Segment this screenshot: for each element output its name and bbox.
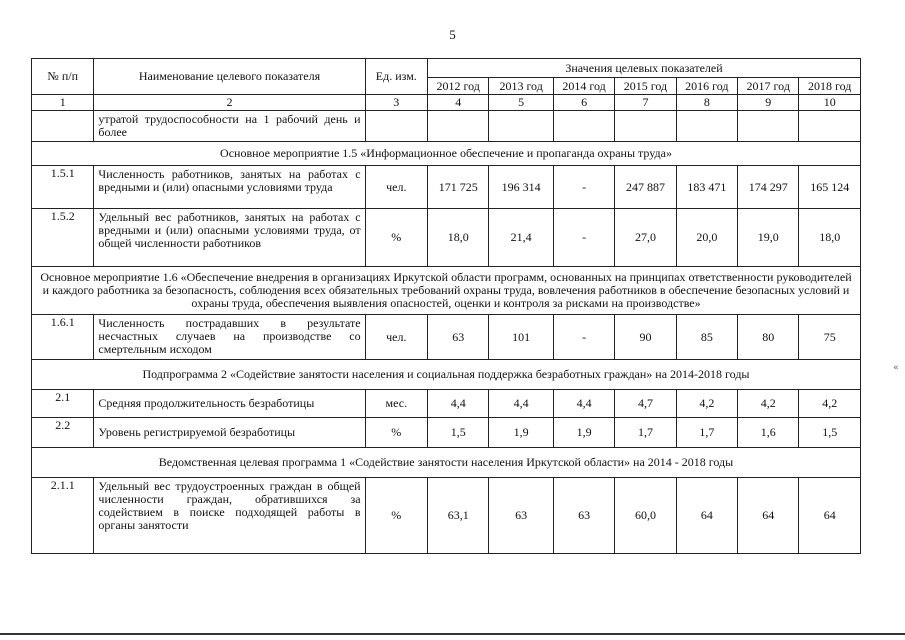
value-cell: 1,7 <box>615 418 676 448</box>
column-index-row <box>32 95 861 111</box>
value-cell: 75 <box>799 315 861 360</box>
value-cell: 165 124 <box>799 166 861 209</box>
value-cell: 90 <box>615 315 676 360</box>
value-cell: 21,4 <box>489 209 553 267</box>
indicator-name: Численность работников, занятых на работах с вредными и (или) опасными условиями труда <box>94 166 365 209</box>
value-cell: 63 <box>489 478 553 554</box>
unit-cell: % <box>365 418 427 448</box>
table-row <box>32 418 861 448</box>
header-year: 2018 год <box>799 78 861 95</box>
row-number: 1.6.1 <box>32 315 94 360</box>
header-unit: Ед. изм. <box>365 59 427 95</box>
header-values: Значения целевых показателей <box>428 59 861 78</box>
table-row <box>32 111 861 142</box>
column-index: 3 <box>365 95 427 111</box>
value-cell: 1,9 <box>489 418 553 448</box>
value-cell: - <box>553 315 614 360</box>
value-cell: 247 887 <box>615 166 676 209</box>
column-index: 4 <box>428 95 489 111</box>
value-cell: 18,0 <box>428 209 489 267</box>
value-cell: 60,0 <box>615 478 676 554</box>
header-year: 2014 год <box>553 78 614 95</box>
value-cell: 1,7 <box>676 418 737 448</box>
value-cell: 171 725 <box>428 166 489 209</box>
value-cell: 4,7 <box>615 390 676 418</box>
header-year: 2016 год <box>676 78 737 95</box>
section-title: Основное мероприятие 1.5 «Информационное обеспечение и пропаганда охраны труда» <box>32 142 861 166</box>
value-cell: - <box>553 209 614 267</box>
row-number: 1.5.1 <box>32 166 94 209</box>
value-cell: 18,0 <box>799 209 861 267</box>
value-cell: 63 <box>553 478 614 554</box>
indicator-name: Удельный вес трудоустроенных граждан в общей численности граждан, обратившихся за содействием в поиске подходящей работы в органы занятости <box>94 478 365 554</box>
value-cell: 80 <box>738 315 799 360</box>
table-row <box>32 478 861 554</box>
column-index: 8 <box>676 95 737 111</box>
unit-cell: чел. <box>365 315 427 360</box>
section-row <box>32 267 861 315</box>
column-index: 10 <box>799 95 861 111</box>
value-cell: 85 <box>676 315 737 360</box>
indicator-name: Численность пострадавших в результате несчастных случаев на производстве со смертельным исходом <box>94 315 365 360</box>
header-num: № п/п <box>32 59 94 95</box>
column-index: 1 <box>32 95 94 111</box>
header-year: 2017 год <box>738 78 799 95</box>
column-index: 6 <box>553 95 614 111</box>
bottom-border-line <box>0 633 905 635</box>
indicator-name: утратой трудоспособности на 1 рабочий день и более <box>94 111 365 142</box>
value-cell: 64 <box>676 478 737 554</box>
value-cell: 4,2 <box>676 390 737 418</box>
row-number: 2.2 <box>32 418 94 448</box>
value-cell: 1,6 <box>738 418 799 448</box>
value-cell: 196 314 <box>489 166 553 209</box>
section-title: Основное мероприятие 1.6 «Обеспечение внедрения в организациях Иркутской области программ, основанных на принципах ответственности руководителей и каждого работника за безопасность, соблюдения всех обязательных требований охраны труда, вовлечения работников в обеспечение безопасных условий и охраны труда, обеспечения выявления опасностей, оценки и контроля за рисками на производстве» <box>32 267 861 315</box>
section-row <box>32 360 861 390</box>
unit-cell: чел. <box>365 166 427 209</box>
value-cell: 4,2 <box>738 390 799 418</box>
value-cell: 20,0 <box>676 209 737 267</box>
value-cell: 64 <box>799 478 861 554</box>
page-number: 5 <box>449 27 456 42</box>
column-index: 9 <box>738 95 799 111</box>
header-year: 2013 год <box>489 78 553 95</box>
unit-cell: % <box>365 478 427 554</box>
column-index: 7 <box>615 95 676 111</box>
section-row <box>32 142 861 166</box>
section-title: Подпрограмма 2 «Содействие занятости населения и социальная поддержка безработных граждан» на 2014-2018 годы <box>32 360 861 390</box>
value-cell: 1,5 <box>428 418 489 448</box>
indicators-table <box>31 58 861 554</box>
value-cell: 19,0 <box>738 209 799 267</box>
value-cell: 63,1 <box>428 478 489 554</box>
section-row <box>32 448 861 478</box>
value-cell: 1,5 <box>799 418 861 448</box>
value-cell: 4,4 <box>553 390 614 418</box>
value-cell: 4,4 <box>428 390 489 418</box>
indicator-name: Уровень регистрируемой безработицы <box>94 418 365 448</box>
value-cell: 63 <box>428 315 489 360</box>
value-cell: - <box>553 166 614 209</box>
value-cell: 64 <box>738 478 799 554</box>
row-number: 2.1.1 <box>32 478 94 554</box>
value-cell: 4,2 <box>799 390 861 418</box>
table-row <box>32 315 861 360</box>
indicator-name: Удельный вес работников, занятых на работах с вредными и (или) опасными условиями труда, от общей численности работников <box>94 209 365 267</box>
unit-cell: % <box>365 209 427 267</box>
section-title: Ведомственная целевая программа 1 «Содействие занятости населения Иркутской области» на 2014 - 2018 годы <box>32 448 861 478</box>
unit-cell: мес. <box>365 390 427 418</box>
margin-mark: « <box>893 363 899 373</box>
header-year: 2012 год <box>428 78 489 95</box>
value-cell: 174 297 <box>738 166 799 209</box>
column-index: 5 <box>489 95 553 111</box>
header-row <box>32 59 861 78</box>
header-name: Наименование целевого показателя <box>94 59 365 95</box>
value-cell: 4,4 <box>489 390 553 418</box>
value-cell: 101 <box>489 315 553 360</box>
row-number: 1.5.2 <box>32 209 94 267</box>
indicator-name: Средняя продолжительность безработицы <box>94 390 365 418</box>
value-cell: 27,0 <box>615 209 676 267</box>
table-row <box>32 166 861 209</box>
header-year: 2015 год <box>615 78 676 95</box>
table-row <box>32 390 861 418</box>
row-number: 2.1 <box>32 390 94 418</box>
column-index: 2 <box>94 95 365 111</box>
table-row <box>32 209 861 267</box>
value-cell: 183 471 <box>676 166 737 209</box>
value-cell: 1,9 <box>553 418 614 448</box>
